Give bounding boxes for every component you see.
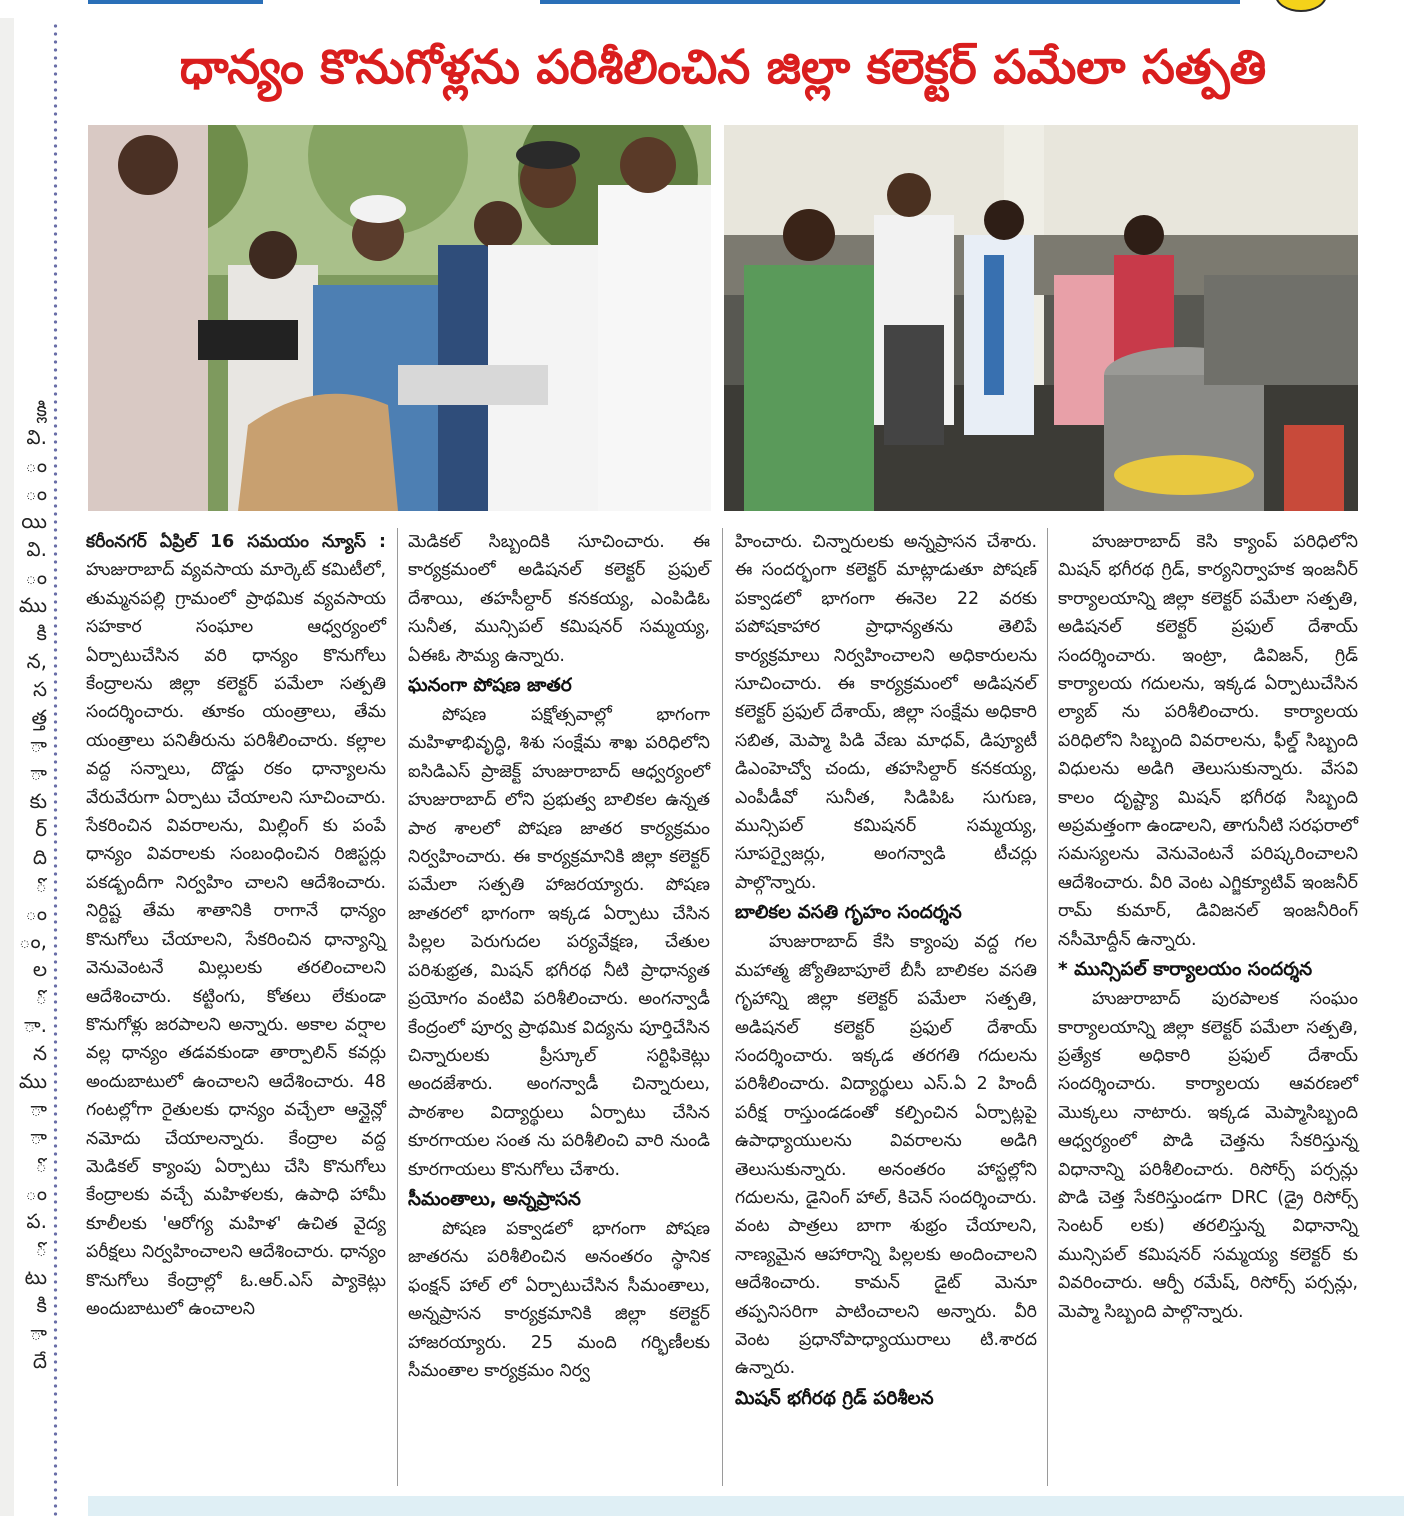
column-2-paragraph-1: మెడికల్ సిబ్బందికి సూచించారు. ఈ కార్యక్రమంలో అడిషనల్ కలెక్టర్ ప్రఫుల్ దేశాయి, తహసీల్దార్ కనకయ్య, ఎంపిడిఓ సునీత, మున్సిపల్ కమిషనర్ సమ్మయ్య, ఏఈఓ సౌమ్య ఉన్నారు. xyxy=(408,532,710,666)
adjacent-column-fragment: ా xyxy=(30,733,47,757)
column-4-paragraph-2: హుజురాబాద్ పురపాలక సంఘం కార్యాలయాన్ని జిల్లా కలెక్టర్ పమేలా సత్పతి, ప్రత్యేక అధికారి ప్రఫుల్ దేశాయ్ సందర్శించారు. కార్యాలయ ఆవరణలో మొక్కలు నాటారు. ఇక్కడ మెప్మాసిబ్బంది ఆధ్వర్యంలో పొడి చెత్తను సేకరిస్తున్న విధానాన్ని పరిశీలించారు. రిసోర్స్ పర్సన్లు పొడి చెత్త సేకరిస్తుండగా DRC (డ్రై రిసోర్స్ సెంటర్ లకు) తరలిస్తున్న విధానాన్ని మున్సిపల్ కమిషనర్ సమ్మయ్య కలెక్టర్ కు వివరించారు. ఆర్పీ రమేష్, రిసోర్స్ పర్సన్లు, మెప్మా సిబ్బంది పాల్గొన్నారు. xyxy=(1058,989,1358,1322)
subheading-hostel-visit: బాలికల వసతి గృహం సందర్శన xyxy=(735,902,962,924)
adjacent-column-fragment: ం, xyxy=(18,929,47,953)
adjacent-column-fragment: ం xyxy=(25,453,47,477)
bottom-band xyxy=(88,1496,1404,1516)
dotted-border xyxy=(52,22,59,1516)
adjacent-column-fragment: ా xyxy=(30,1125,47,1149)
photo-paddy-procurement-illustration xyxy=(88,125,711,511)
adjacent-column-fragment: ో xyxy=(35,1153,47,1177)
adjacent-column-fragment: ా xyxy=(30,1321,47,1345)
adjacent-column-fragment: ో xyxy=(35,873,47,897)
adjacent-column-fragment: ా xyxy=(30,761,47,785)
adjacent-column-fragment: వి. xyxy=(26,425,47,449)
column-divider xyxy=(397,528,398,1486)
adjacent-column-fragment: యి xyxy=(21,509,47,533)
adjacent-column-fragment: ో xyxy=(35,1237,47,1261)
adjacent-column-strip xyxy=(0,0,50,1516)
column-divider xyxy=(1047,528,1048,1486)
photo-kitchen-visit xyxy=(724,125,1358,511)
adjacent-column-fragment: క్లి xyxy=(36,397,47,421)
adjacent-column-fragment: వి. xyxy=(26,537,47,561)
subheading-mission-bhagiratha: మిషన్ భగీరథ గ్రిడ్ పరిశీలన xyxy=(735,1387,934,1409)
adjacent-column-fragment: కి xyxy=(36,1293,47,1317)
photo-kitchen-visit-illustration xyxy=(724,125,1358,511)
corner-badge-icon xyxy=(1275,0,1327,12)
adjacent-column-fragment: ది xyxy=(32,845,47,869)
adjacent-column-fragment: దే xyxy=(32,1349,47,1373)
adjacent-column-fragment: న, xyxy=(26,649,47,673)
adjacent-column-fragment: ా xyxy=(30,1097,47,1121)
adjacent-column-fragment: కి xyxy=(36,621,47,645)
adjacent-column-fragment: ము xyxy=(18,1069,47,1093)
article-column-2 xyxy=(408,528,710,1385)
subheading-poshana-jatara: ఘనంగా పోషణ జాతర xyxy=(408,675,572,697)
top-accent-bar-right xyxy=(540,0,1240,4)
adjacent-column-fragment: ం xyxy=(25,1181,47,1205)
dateline: కరీంనగర్ ఏప్రిల్ 16 సమయం న్యూస్ : xyxy=(86,532,386,552)
headline: ధాన్యం కొనుగోళ్లను పరిశీలించిన జిల్లా కలెక్టర్ పమేలా సత్పతి xyxy=(179,40,1267,95)
adjacent-column-fragment: ం xyxy=(25,901,47,925)
column-3-paragraph-1: హించారు. చిన్నారులకు అన్నప్రాసన చేశారు. ఈ సందర్భంగా కలెక్టర్ మాట్లాడుతూ పోషణ్ పక్వాడలో భాగంగా ఈనెల 22 వరకు పపోషకాహార ప్రాధాన్యతను తెలిపే కార్యక్రమాలు నిర్వహించాలని అధికారులను సూచించారు. ఈ కార్యక్రమంలో అడిషనల్ కలెక్టర్ ప్రఫుల్ దేశాయ్, జిల్లా సంక్షేమ అధికారి సబిత, మెప్మా పిడి వేణు మాధవ్, డిప్యూటీ డిఎంహెచ్వో చందు, తహసిల్దార్ కనకయ్య, ఎంపీడీవో సునీత, సిడిపిఓ సుగుణ, మున్సిపల్ కమిషనర్ సమ్మయ్య, సూపర్వైజర్లు, అంగన్వాడి టీచర్లు పాల్గొన్నారు. xyxy=(735,532,1037,893)
column-2-paragraph-3: పోషణ పక్వాడలో భాగంగా పోషణ జాతరను పరిశీలించిన అనంతరం స్థానిక ఫంక్షన్ హాల్ లో ఏర్పాటుచేసిన సీమంతాలు, అన్నప్రాసన కార్యక్రమానికి జిల్లా కలెక్టర్ హాజరయ్యారు. 25 మంది గర్భిణీలకు సీమంతాల కార్యక్రమం నిర్వ xyxy=(408,1218,710,1381)
photo-paddy-procurement xyxy=(88,125,711,511)
adjacent-column-fragment: ా. xyxy=(23,1013,47,1037)
article-column-1 xyxy=(86,528,386,1323)
adjacent-column-fragment: టు xyxy=(24,1265,47,1289)
column-2-paragraph-2: పోషణ పక్షోత్సవాల్లో భాగంగా మహిళాభివృద్ధి, శిశు సంక్షేమ శాఖ పరిధిలోని ఐసిడిఎస్ ప్రాజెక్ట్ హుజురాబాద్ ఆధ్వర్యంలో హుజురాబాద్ లోని ప్రభుత్వ బాలికల ఉన్నత పాఠ శాలలో పోషణ జాతర కార్యక్రమం నిర్వహించారు. ఈ కార్యక్రమానికి జిల్లా కలెక్టర్ పమేలా సత్పతి హాజరయ్యారు. పోషణ జాతరలో భాగంగా ఇక్కడ ఏర్పాటు చేసిన పిల్లల పెరుగుదల పర్యవేక్షణ, చేతుల పరిశుభ్రత, మిషన్ భగీరథ నీటి ప్రాధాన్యత ప్రయోగం వంటివి పరిశీలించారు. అంగన్వాడీ కేంద్రంలో పూర్వ ప్రాథమిక విద్యను పూర్తిచేసిన చిన్నారులకు ప్రీస్కూల్ సర్టిఫికెట్లు అందజేశారు. అంగన్వాడీ చిన్నారులు, పాఠశాల విద్యార్థులు ఏర్పాటు చేసిన కూరగాయల సంత ను పరిశీలించి వారి నుండి కూరగాయలు కొనుగోలు చేశారు. xyxy=(408,705,710,1180)
adjacent-column-fragment: ం xyxy=(25,565,47,589)
adjacent-column-fragment: స xyxy=(32,677,47,701)
column-4-paragraph-1: హుజురాబాద్ కెసి క్యాంప్ పరిధిలోని మిషన్ భగీరథ గ్రిడ్, కార్యనిర్వాహక ఇంజనీర్ కార్యాలయాన్ని జిల్లా కలెక్టర్ పమేలా సత్పతి, అడిషనల్ కలెక్టర్ ప్రఫుల్ దేశాయ్ సందర్శించారు. ఇంట్రా, డివిజన్, గ్రిడ్ కార్యాలయ గదులను, ఇక్కడ ఏర్పాటుచేసిన ల్యాబ్ ను పరిశీలించారు. కార్యాలయ పరిధిలోని సిబ్బంది వివరాలను, ఫీల్డ్ సిబ్బంది విధులను అడిగి తెలుసుకున్నారు. వేసవి కాలం దృష్ట్యా మిషన్ భగీరథ సిబ్బంది అప్రమత్తంగా ఉండాలని, తాగునీటి సరఫరాలో సమస్యలను వెనువెంటనే పరిష్కరించాలని ఆదేశించారు. వీరి వెంట ఎగ్జిక్యూటివ్ ఇంజనీర్ రామ్ కుమార్, డివిజనల్ ఇంజనీరింగ్ నసీమోద్దీన్ ఉన్నారు. xyxy=(1058,532,1358,950)
subheading-seemanthalu: సీమంతాలు, అన్నప్రాసన xyxy=(408,1188,581,1210)
column-1-paragraph-1 xyxy=(86,528,386,1323)
adjacent-column-fragment: త్త xyxy=(31,705,47,729)
adjacent-column-fragment: ప. xyxy=(26,1209,47,1233)
adjacent-column-fragment: ో xyxy=(35,985,47,1009)
column-1-text: హుజురాబాద్ వ్యవసాయ మార్కెట్ కమిటీలో, తుమ్మనపల్లి గ్రామంలో ప్రాథమిక వ్యవసాయ సహకార సంఘాల ఆధ్వర్యంలో ఏర్పాటుచేసిన వరి ధాన్యం కొనుగోలు కేంద్రాలను జిల్లా కలెక్టర్ పమేలా సత్పతి సందర్శించారు. తూకం యంత్రాలు, తేమ యంత్రాలు పనితీరును పరిశీలించారు. కల్లాల వద్ద సన్నాలు, దొడ్డు రకం ధాన్యాలను వేరువేరుగా ఏర్పాటు చేయాలని సూచించారు. సేకరించిన వివరాలను, మిల్లింగ్ కు పంపే ధాన్యం వివరాలకు సంబంధించిన రిజిస్టర్లు పకడ్బందీగా నిర్వహిం చాలని ఆదేశించారు. నిర్దిష్ట తేమ శాతానికి రాగానే ధాన్యం కొనుగోలు చేయాలని, సేకరించిన ధాన్యాన్ని వెనువెంటనే మిల్లులకు తరలించాలని ఆదేశించారు. కట్టింగు, కోతలు లేకుండా కొనుగోళ్లు జరపాలని అన్నారు. అకాల వర్షాల వల్ల ధాన్యం తడవకుండా తార్పాలిన్ కవర్లు అందుబాటులో ఉంచాలని ఆదేశించారు. 48 గంటల్లోగా రైతులకు ధాన్యం వచ్చేలా ఆన్లైన్లో నమోదు చేయాలన్నారు. కేంద్రాల వద్ద మెడికల్ క్యాంపు ఏర్పాటు చేసి కొనుగోలు కేంద్రాలకు వచ్చే మహిళలకు, ఉపాధి హామీ కూలీలకు 'ఆరోగ్య మహిళ' ఉచిత వైద్య పరీక్షలు నిర్వహించాలని ఆదేశించారు. ధాన్యం కొనుగోలు కేంద్రాల్లో ఓ.ఆర్.ఎస్ ప్యాకెట్లు అందుబాటులో ఉంచాలని xyxy=(86,560,386,1319)
article-column-3 xyxy=(735,528,1037,1414)
article-column-4 xyxy=(1058,528,1358,1326)
adjacent-column-fragment: ల xyxy=(32,957,47,981)
column-divider xyxy=(722,528,723,1486)
subheading-municipal-office: * మున్సిపల్ కార్యాలయం సందర్శన xyxy=(1058,959,1313,981)
adjacent-column-fragment: ము xyxy=(18,593,47,617)
top-accent-bar-left xyxy=(88,0,263,4)
adjacent-column-text xyxy=(3,395,47,1375)
adjacent-column-fragment: ం xyxy=(25,481,47,505)
adjacent-column-fragment: కు xyxy=(29,789,47,813)
column-3-paragraph-2: హుజురాబాద్ కేసి క్యాంపు వద్ద గల మహాత్మ జ్యోతిబాపూలే బీసీ బాలికల వసతి గృహాన్ని జిల్లా కలెక్టర్ పమేలా సత్పతి, అడిషనల్ కలెక్టర్ ప్రఫుల్ దేశాయ్ సందర్శించారు. ఇక్కడ తరగతి గదులను పరిశీలించారు. విద్యార్థులు ఎస్.ఏ 2 హిందీ పరీక్ష రాస్తుండడంతో కల్పించిన ఏర్పాట్లపై ఉపాధ్యాయులను వివరాలను అడిగి తెలుసుకున్నారు. అనంతరం హాస్టల్లోని గదులను, డైనింగ్ హాల్, కిచెన్ సందర్శించారు. వంట పాత్రలు బాగా శుభ్రం చేయాలని, నాణ్యమైన ఆహారాన్ని పిల్లలకు అందించాలని ఆదేశించారు. కామన్ డైట్ మెనూ తప్పనిసరిగా పాటించాలని అన్నారు. వీరి వెంట ప్రధానోపాధ్యాయురాలు టి.శారద ఉన్నారు. xyxy=(735,932,1037,1379)
adjacent-column-fragment: ర్ xyxy=(35,817,47,841)
adjacent-column-fragment: న xyxy=(32,1041,47,1065)
